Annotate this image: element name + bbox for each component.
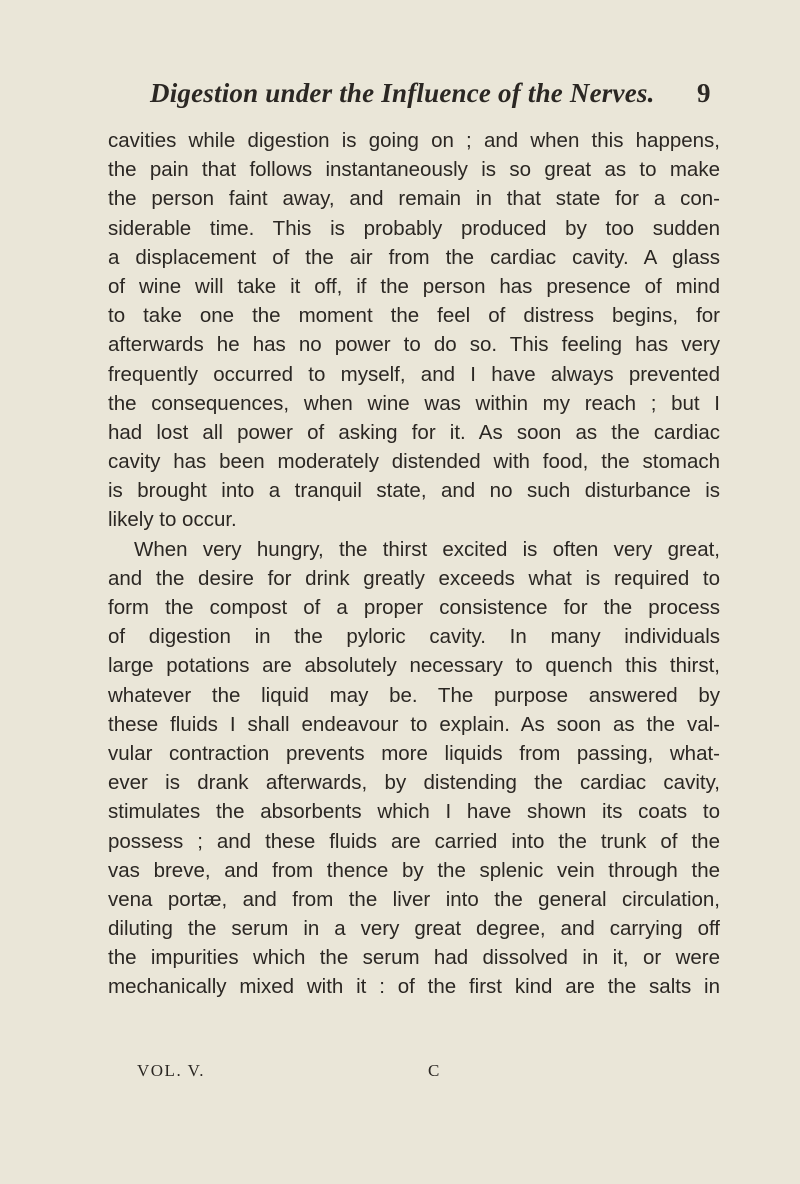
text-line: to take one the moment the feel of distress begins, for (108, 304, 720, 328)
text-line: mechanically mixed with it : of the first kind are the salts in (108, 975, 720, 999)
text-line: is brought into a tranquil state, and no such disturbance is (108, 479, 720, 503)
text-line: large potations are absolutely necessary to quench this thirst, (108, 654, 720, 678)
text-line: vena portæ, and from the liver into the general circulation, (108, 887, 720, 911)
text-line: the consequences, when wine was within my reach ; but I (108, 391, 720, 415)
volume-label: VOL. V. (137, 1061, 205, 1080)
text-line: a displacement of the air from the cardiac cavity. A glass (108, 245, 720, 269)
text-line: ever is drank afterwards, by distending the cardiac cavity, (108, 771, 720, 795)
text-line: afterwards he has no power to do so. This feeling has very (108, 333, 720, 357)
text-line: frequently occurred to myself, and I have always prevented (108, 362, 720, 386)
text-line: of wine will take it off, if the person has presence of mind (108, 274, 720, 298)
text-line: diluting the serum in a very great degree, and carrying off (108, 917, 720, 941)
text-line: and the desire for drink greatly exceeds what is required to (108, 566, 720, 590)
text-line: vas breve, and from thence by the splenic vein through the (108, 858, 720, 882)
text-line: stimulates the absorbents which I have shown its coats to (108, 800, 720, 824)
text-line: had lost all power of asking for it. As soon as the cardiac (108, 420, 720, 444)
text-line: these fluids I shall endeavour to explain. As soon as the val- (108, 712, 720, 736)
paragraph-end-line: likely to occur. (108, 508, 237, 532)
page-number: 9 (697, 78, 711, 108)
text-line: whatever the liquid may be. The purpose answered by (108, 683, 720, 707)
text-line: vular contraction prevents more liquids from passing, what- (108, 741, 720, 765)
text-line: the impurities which the serum had dissolved in it, or were (108, 946, 720, 970)
text-line: the person faint away, and remain in that state for a con- (108, 187, 720, 211)
running-title: Digestion under the Influence of the Nerves. (150, 78, 655, 108)
text-line: of digestion in the pyloric cavity. In many individuals (108, 625, 720, 649)
text-line: cavities while digestion is going on ; and when this happens, (108, 129, 720, 152)
text-line: form the compost of a proper consistence for the process (108, 596, 720, 619)
text-line: possess ; and these fluids are carried into the trunk of the (108, 829, 720, 853)
page-footer (0, 1061, 800, 1091)
text-line: siderable time. This is probably produced by too sudden (108, 216, 720, 240)
signature-mark: C (428, 1061, 440, 1080)
text-line: the pain that follows instantaneously is so great as to make (108, 158, 720, 182)
paragraph-start-line: When very hungry, the thirst excited is often very great, (134, 537, 720, 561)
body-text (108, 126, 720, 1002)
text-line: cavity has been moderately distended with food, the stomach (108, 450, 720, 474)
running-head (0, 72, 800, 112)
